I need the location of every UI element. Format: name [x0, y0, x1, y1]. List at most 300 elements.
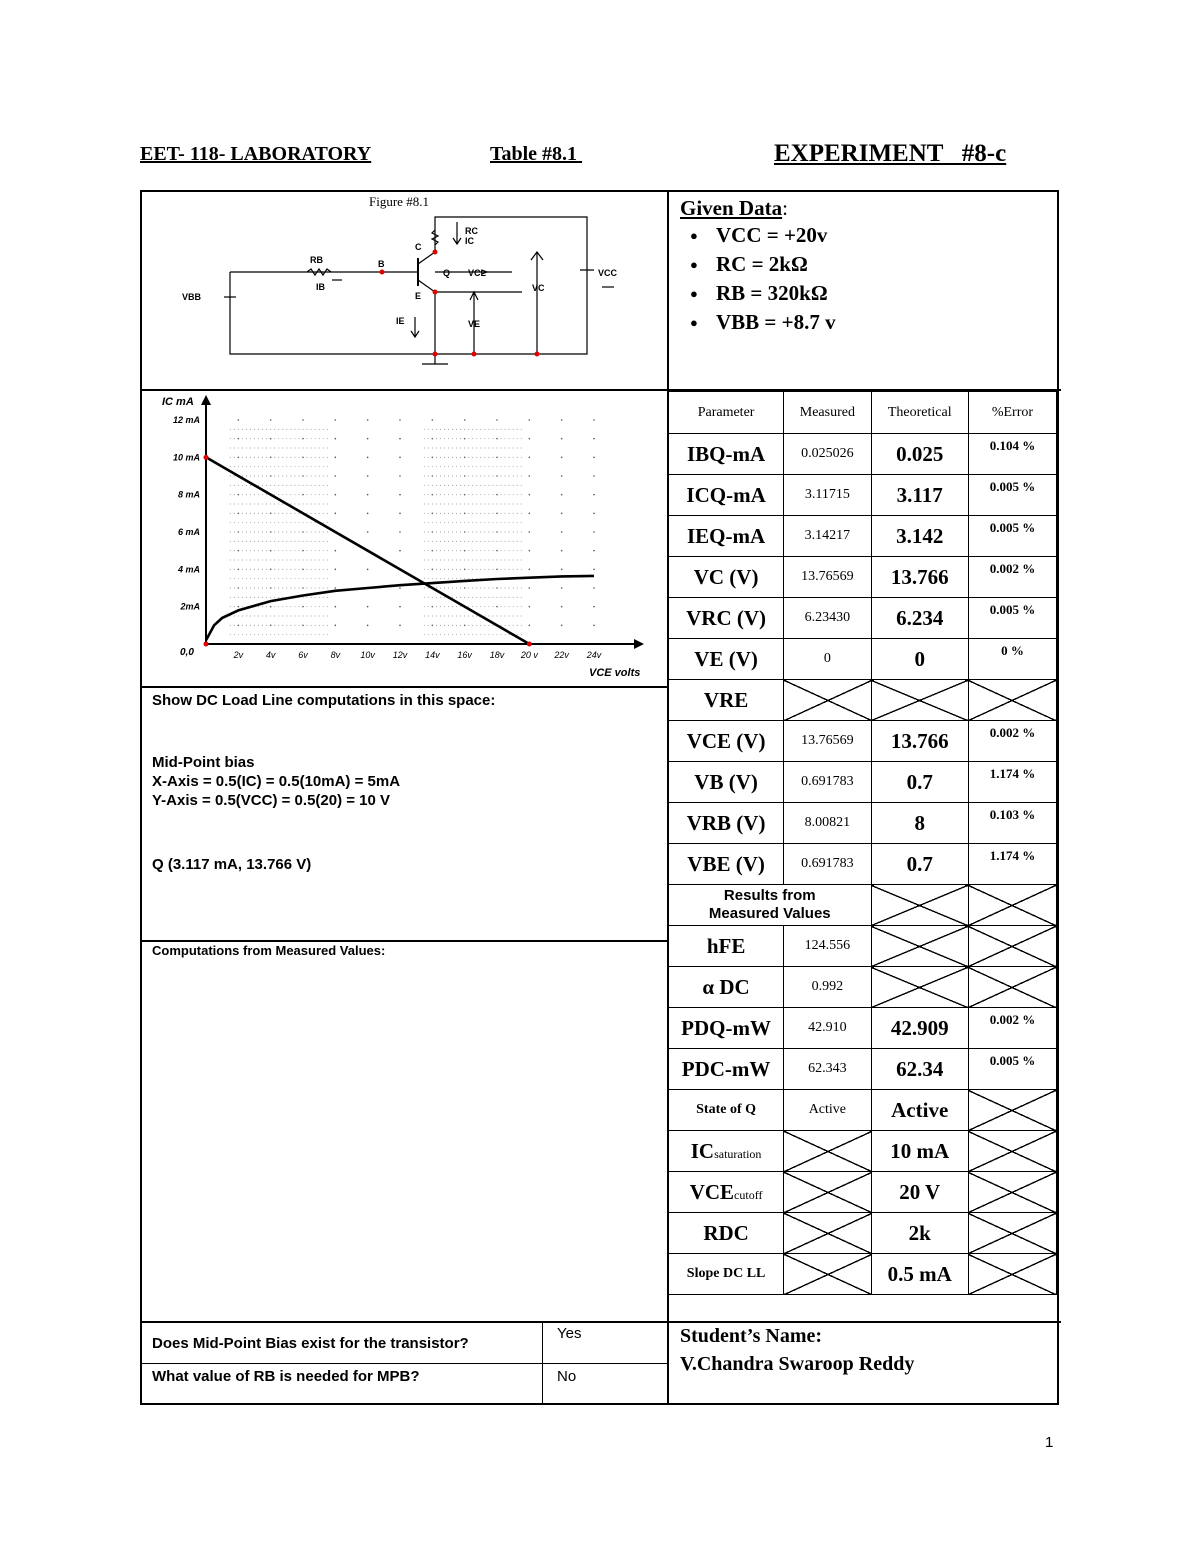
- grid-dot-fine: [448, 625, 449, 626]
- grid-dot-fine: [254, 476, 255, 477]
- grid-dot-fine: [464, 438, 465, 439]
- grid-dot-fine: [468, 504, 469, 505]
- measured-cell: 3.11715: [784, 475, 871, 516]
- grid-dot-fine: [464, 550, 465, 551]
- grid-dot-fine: [444, 448, 445, 449]
- grid-dot-fine: [472, 504, 473, 505]
- grid-dot-fine: [262, 438, 263, 439]
- grid-dot-fine: [476, 532, 477, 533]
- grid-dot-fine: [307, 616, 308, 617]
- grid-dot-fine: [242, 522, 243, 523]
- grid-dot-fine: [480, 466, 481, 467]
- grid-dot-fine: [424, 466, 425, 467]
- page-number: 1: [1045, 1434, 1054, 1451]
- grid-dot-fine: [294, 578, 295, 579]
- grid-dot-fine: [242, 476, 243, 477]
- grid-dot-fine: [448, 513, 449, 514]
- grid-dot-fine: [230, 438, 231, 439]
- grid-dot-fine: [476, 569, 477, 570]
- grid-dot-fine: [307, 457, 308, 458]
- grid-dot-fine: [294, 494, 295, 495]
- grid-dot-fine: [230, 457, 231, 458]
- grid-dot-fine: [509, 560, 510, 561]
- grid-dot-fine: [266, 578, 267, 579]
- grid-dot-fine: [246, 513, 247, 514]
- grid-dot-fine: [323, 606, 324, 607]
- grid-dot-fine: [230, 560, 231, 561]
- grid-dot-fine: [509, 466, 510, 467]
- grid-dot-fine: [303, 504, 304, 505]
- grid-dot-fine: [521, 429, 522, 430]
- measured-cell: 0.691783: [784, 844, 871, 885]
- grid-dot-fine: [290, 429, 291, 430]
- not-applicable-cell: [968, 885, 1056, 926]
- grid-dot-fine: [246, 448, 247, 449]
- grid-dot-fine: [315, 476, 316, 477]
- grid-dot-fine: [294, 550, 295, 551]
- grid-dot: [529, 419, 531, 421]
- grid-dot-fine: [424, 429, 425, 430]
- grid-dot-fine: [294, 606, 295, 607]
- grid-dot-fine: [444, 569, 445, 570]
- grid-dot-fine: [319, 634, 320, 635]
- grid-dot-fine: [286, 522, 287, 523]
- grid-dot-fine: [521, 569, 522, 570]
- grid-dot-fine: [303, 625, 304, 626]
- grid-dot-fine: [323, 634, 324, 635]
- grid-dot-fine: [436, 597, 437, 598]
- grid-dot-fine: [238, 513, 239, 514]
- grid-dot-fine: [464, 597, 465, 598]
- grid-dot-fine: [468, 476, 469, 477]
- grid-dot-fine: [440, 588, 441, 589]
- grid-dot-fine: [250, 494, 251, 495]
- param-label: IBQ-mA: [687, 441, 766, 466]
- grid-dot: [561, 569, 563, 571]
- cutoff-point: [527, 642, 532, 647]
- grid-dot-fine: [274, 485, 275, 486]
- grid-dot: [593, 531, 595, 533]
- grid-dot-fine: [513, 569, 514, 570]
- grid-dot-fine: [468, 550, 469, 551]
- grid-dot-fine: [501, 550, 502, 551]
- grid-dot-fine: [464, 616, 465, 617]
- grid-dot-fine: [452, 569, 453, 570]
- measured-cell: 0.992: [784, 967, 871, 1008]
- grid-dot: [399, 475, 401, 477]
- grid-dot-fine: [452, 606, 453, 607]
- grid-dot-fine: [262, 429, 263, 430]
- x-tick-label: 24v: [586, 650, 602, 660]
- param-cell: [669, 803, 784, 844]
- grid-dot-fine: [290, 560, 291, 561]
- grid-dot-fine: [424, 438, 425, 439]
- grid-dot-fine: [464, 448, 465, 449]
- grid-dot-fine: [480, 597, 481, 598]
- header-theoretical: Theoretical: [871, 392, 968, 434]
- measured-cell: 13.76569: [784, 557, 871, 598]
- grid-dot-fine: [278, 532, 279, 533]
- grid-dot-fine: [432, 597, 433, 598]
- grid-dot-fine: [282, 560, 283, 561]
- grid-dot-fine: [242, 448, 243, 449]
- grid-dot-fine: [505, 597, 506, 598]
- results-row: [669, 1090, 1057, 1131]
- grid-dot-fine: [266, 541, 267, 542]
- grid-dot-fine: [323, 522, 324, 523]
- results-row: [669, 1254, 1057, 1295]
- grid-dot-fine: [448, 634, 449, 635]
- grid-dot-fine: [452, 513, 453, 514]
- grid-dot-fine: [509, 588, 510, 589]
- grid-dot-fine: [480, 485, 481, 486]
- grid-dot-fine: [323, 550, 324, 551]
- grid-dot-fine: [303, 466, 304, 467]
- grid-dot-fine: [505, 569, 506, 570]
- results-row: [669, 1049, 1057, 1090]
- grid-dot-fine: [436, 569, 437, 570]
- grid-dot-fine: [311, 494, 312, 495]
- grid-dot-fine: [456, 597, 457, 598]
- grid-dot-fine: [238, 429, 239, 430]
- param-cell: [669, 516, 784, 557]
- theoretical-cell: 2k: [871, 1213, 968, 1254]
- grid-dot-fine: [501, 466, 502, 467]
- grid-dot-fine: [250, 550, 251, 551]
- grid-dot-fine: [497, 634, 498, 635]
- grid-dot-fine: [493, 485, 494, 486]
- label-vcl: VCL: [468, 268, 486, 278]
- grid-dot-fine: [299, 522, 300, 523]
- grid-dot-fine: [509, 494, 510, 495]
- grid-dot: [529, 513, 531, 515]
- course-title: EET- 118- LABORATORY: [140, 143, 372, 165]
- grid-dot-fine: [436, 476, 437, 477]
- y-axis-arrow: [201, 395, 211, 405]
- grid-dot-fine: [250, 485, 251, 486]
- label-ib: IB: [316, 282, 325, 292]
- origin-point: [204, 642, 209, 647]
- grid-dot-fine: [521, 616, 522, 617]
- grid-dot-fine: [311, 513, 312, 514]
- grid-dot-fine: [258, 550, 259, 551]
- grid-dot-fine: [456, 569, 457, 570]
- grid-dot-fine: [290, 522, 291, 523]
- grid-dot-fine: [250, 438, 251, 439]
- grid-dot-fine: [497, 513, 498, 514]
- grid-dot-fine: [472, 513, 473, 514]
- grid-dot-fine: [513, 429, 514, 430]
- grid-dot-fine: [440, 634, 441, 635]
- grid-dot-fine: [311, 616, 312, 617]
- grid-dot-fine: [517, 448, 518, 449]
- param-subscript: saturation: [714, 1146, 762, 1161]
- grid-dot-fine: [428, 569, 429, 570]
- grid-dot-fine: [476, 457, 477, 458]
- grid-dot-fine: [460, 550, 461, 551]
- grid-dot-fine: [254, 541, 255, 542]
- results-row: [669, 1008, 1057, 1049]
- header-parameter: Parameter: [669, 392, 784, 434]
- grid-dot-fine: [282, 578, 283, 579]
- x-tick-label: 20 v: [520, 650, 538, 660]
- grid-dot-fine: [493, 457, 494, 458]
- grid-dot-fine: [440, 494, 441, 495]
- grid-dot-fine: [274, 457, 275, 458]
- grid-dot-fine: [242, 541, 243, 542]
- grid-dot: [464, 419, 466, 421]
- grid-dot-fine: [270, 513, 271, 514]
- grid-dot-fine: [238, 550, 239, 551]
- question-2: What value of RB is needed for MPB?: [152, 1368, 420, 1385]
- grid-dot-fine: [505, 429, 506, 430]
- grid-dot-fine: [294, 522, 295, 523]
- grid-dot-fine: [230, 504, 231, 505]
- grid-dot-fine: [246, 504, 247, 505]
- divider-answers: [542, 1322, 543, 1405]
- grid-dot-fine: [452, 494, 453, 495]
- grid-dot-fine: [319, 541, 320, 542]
- grid-dot-fine: [311, 550, 312, 551]
- grid-dot-fine: [501, 588, 502, 589]
- grid-dot-fine: [501, 569, 502, 570]
- grid-dot-fine: [472, 457, 473, 458]
- grid-dot-fine: [432, 448, 433, 449]
- grid-dot-fine: [517, 597, 518, 598]
- grid-dot-fine: [290, 606, 291, 607]
- grid-dot-fine: [315, 457, 316, 458]
- grid-dot-fine: [436, 438, 437, 439]
- grid-dot-fine: [501, 485, 502, 486]
- grid-dot-fine: [440, 606, 441, 607]
- x-tick-label: 12v: [392, 650, 408, 660]
- x-axis-calc: X-Axis = 0.5(IC) = 0.5(10mA) = 5mA: [152, 773, 401, 790]
- param-label: RDC: [703, 1220, 749, 1245]
- grid-dot-fine: [323, 513, 324, 514]
- results-row: [669, 434, 1057, 475]
- not-applicable-cell: [968, 926, 1056, 967]
- grid-dot-fine: [250, 560, 251, 561]
- grid-dot-fine: [517, 522, 518, 523]
- grid-dot-fine: [238, 504, 239, 505]
- grid-dot-fine: [307, 541, 308, 542]
- not-applicable-cell: [871, 680, 968, 721]
- grid-dot-fine: [278, 634, 279, 635]
- grid-dot-fine: [282, 476, 283, 477]
- grid-dot-fine: [493, 476, 494, 477]
- grid-dot-fine: [452, 625, 453, 626]
- grid-dot-fine: [456, 485, 457, 486]
- theoretical-cell: 0.7: [871, 844, 968, 885]
- grid-dot-fine: [476, 550, 477, 551]
- grid-dot-fine: [428, 625, 429, 626]
- grid-dot-fine: [505, 504, 506, 505]
- divider-loadline: [142, 940, 668, 942]
- grid-dot-fine: [480, 494, 481, 495]
- grid-dot: [399, 438, 401, 440]
- grid-dot-fine: [262, 522, 263, 523]
- grid-dot-fine: [440, 457, 441, 458]
- grid-dot-fine: [299, 448, 300, 449]
- grid-dot: [399, 531, 401, 533]
- grid-dot-fine: [468, 541, 469, 542]
- grid-dot-fine: [294, 429, 295, 430]
- grid-dot-fine: [488, 606, 489, 607]
- grid-dot: [238, 419, 240, 421]
- grid-dot-fine: [315, 597, 316, 598]
- grid-dot-fine: [319, 606, 320, 607]
- grid-dot-fine: [323, 466, 324, 467]
- grid-dot-fine: [452, 485, 453, 486]
- grid-dot-fine: [242, 625, 243, 626]
- grid-dot-fine: [246, 634, 247, 635]
- divider-questions: [142, 1363, 668, 1364]
- grid-dot-fine: [436, 485, 437, 486]
- grid-dot: [399, 550, 401, 552]
- grid-dot-fine: [509, 457, 510, 458]
- grid-dot-fine: [472, 532, 473, 533]
- grid-dot-fine: [436, 606, 437, 607]
- grid-dot-fine: [250, 466, 251, 467]
- grid-dot-fine: [452, 588, 453, 589]
- grid-dot-fine: [246, 569, 247, 570]
- grid-dot-fine: [286, 588, 287, 589]
- grid-dot-fine: [476, 494, 477, 495]
- x-tick-label: 22v: [554, 650, 569, 660]
- grid-dot-fine: [456, 550, 457, 551]
- grid-dot-fine: [262, 560, 263, 561]
- grid-dot-fine: [323, 457, 324, 458]
- grid-dot-fine: [444, 532, 445, 533]
- grid-dot: [529, 625, 531, 627]
- grid-dot-fine: [436, 560, 437, 561]
- grid-dot-fine: [440, 560, 441, 561]
- error-cell: 0.005 %: [968, 516, 1056, 557]
- grid-dot-fine: [246, 466, 247, 467]
- grid-dot-fine: [262, 476, 263, 477]
- grid-dot-fine: [493, 550, 494, 551]
- param-label: ICQ-mA: [686, 482, 766, 507]
- grid-dot-fine: [452, 429, 453, 430]
- grid-dot-fine: [464, 588, 465, 589]
- grid-dot-fine: [428, 466, 429, 467]
- grid-dot-fine: [517, 457, 518, 458]
- grid-dot-fine: [303, 597, 304, 598]
- grid-dot-fine: [311, 438, 312, 439]
- grid-dot-fine: [440, 476, 441, 477]
- grid-dot-fine: [444, 597, 445, 598]
- grid-dot-fine: [311, 448, 312, 449]
- grid-dot-fine: [505, 466, 506, 467]
- grid-dot: [529, 569, 531, 571]
- grid-dot-fine: [327, 588, 328, 589]
- grid-dot-fine: [517, 569, 518, 570]
- grid-dot-fine: [505, 560, 506, 561]
- grid-dot-fine: [497, 550, 498, 551]
- grid-dot-fine: [238, 560, 239, 561]
- grid-dot-fine: [488, 541, 489, 542]
- grid-dot-fine: [266, 429, 267, 430]
- grid-dot: [529, 587, 531, 589]
- measured-cell: 62.343: [784, 1049, 871, 1090]
- grid-dot-fine: [307, 494, 308, 495]
- grid-dot-fine: [460, 541, 461, 542]
- grid-dot-fine: [299, 504, 300, 505]
- grid-dot-fine: [311, 588, 312, 589]
- grid-dot-fine: [242, 606, 243, 607]
- grid-dot-fine: [327, 560, 328, 561]
- grid-dot-fine: [444, 625, 445, 626]
- grid-dot-fine: [432, 616, 433, 617]
- grid-dot-fine: [521, 606, 522, 607]
- grid-dot-fine: [444, 588, 445, 589]
- error-cell: 0.005 %: [968, 475, 1056, 516]
- grid-dot: [561, 438, 563, 440]
- grid-dot-fine: [428, 476, 429, 477]
- grid-dot-fine: [278, 522, 279, 523]
- grid-dot-fine: [468, 466, 469, 467]
- grid-dot-fine: [327, 429, 328, 430]
- grid-dot: [529, 494, 531, 496]
- grid-dot-fine: [327, 457, 328, 458]
- grid-dot-fine: [254, 457, 255, 458]
- grid-dot-fine: [323, 438, 324, 439]
- grid-dot-fine: [452, 448, 453, 449]
- grid-dot-fine: [493, 541, 494, 542]
- grid-dot-fine: [440, 429, 441, 430]
- grid-dot-fine: [484, 438, 485, 439]
- grid-dot-fine: [270, 616, 271, 617]
- grid-dot-fine: [484, 597, 485, 598]
- grid-dot-fine: [286, 466, 287, 467]
- grid-dot: [335, 475, 337, 477]
- grid-dot-fine: [262, 578, 263, 579]
- grid-dot-fine: [303, 485, 304, 486]
- grid-dot-fine: [258, 541, 259, 542]
- grid-dot-fine: [493, 625, 494, 626]
- grid-dot-fine: [234, 522, 235, 523]
- grid-dot-fine: [278, 476, 279, 477]
- grid-dot: [593, 550, 595, 552]
- grid-dot-fine: [448, 476, 449, 477]
- grid-dot-fine: [424, 448, 425, 449]
- given-data: [680, 196, 1050, 337]
- grid-dot-fine: [238, 438, 239, 439]
- not-applicable-cell: [784, 1254, 871, 1295]
- grid-dot-fine: [282, 616, 283, 617]
- param-cell: [669, 434, 784, 475]
- not-applicable-cell: [871, 885, 968, 926]
- grid-dot-fine: [299, 476, 300, 477]
- grid-dot-fine: [436, 494, 437, 495]
- grid-dot-fine: [440, 448, 441, 449]
- grid-dot-fine: [286, 616, 287, 617]
- grid-dot-fine: [456, 504, 457, 505]
- grid-dot-fine: [432, 606, 433, 607]
- grid-dot-fine: [278, 429, 279, 430]
- label-ic: IC: [465, 236, 474, 246]
- grid-dot-fine: [258, 504, 259, 505]
- given-colon: :: [782, 196, 788, 220]
- theoretical-cell: 0.025: [871, 434, 968, 475]
- grid-dot-fine: [286, 485, 287, 486]
- grid-dot-fine: [242, 569, 243, 570]
- grid-dot-fine: [497, 438, 498, 439]
- grid-dot: [367, 457, 369, 459]
- grid-dot-fine: [258, 457, 259, 458]
- grid-dot-fine: [319, 429, 320, 430]
- grid-dot-fine: [290, 504, 291, 505]
